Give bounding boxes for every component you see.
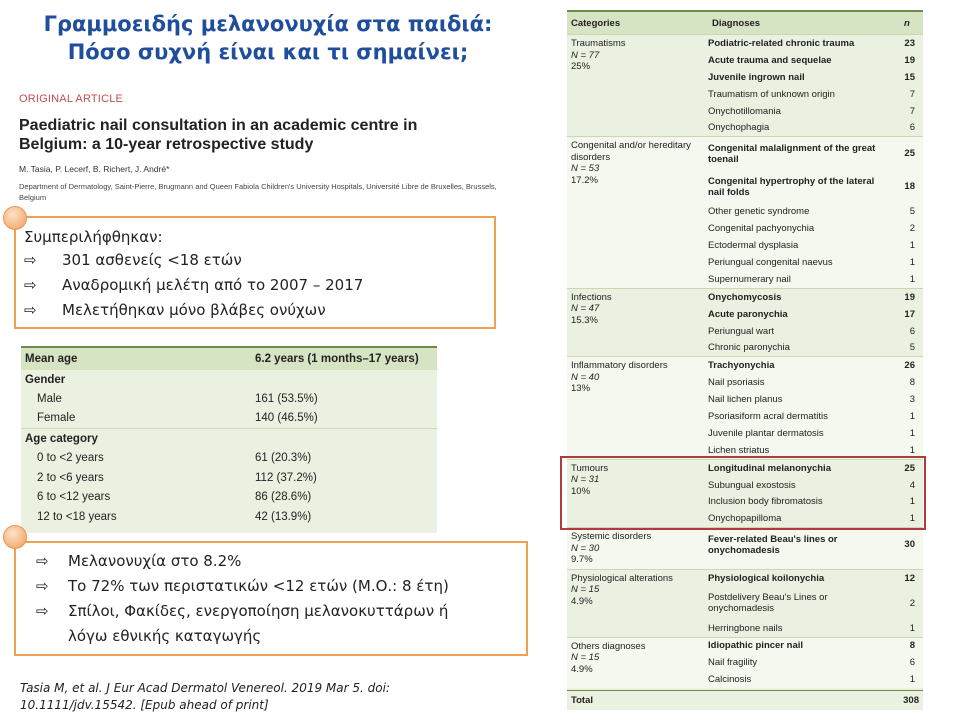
diagnosis-name: Juvenile ingrown nail bbox=[708, 71, 805, 83]
table-row bbox=[21, 488, 437, 508]
category-name: Tumours bbox=[571, 462, 609, 474]
diagnosis-list bbox=[708, 460, 919, 528]
slide-title-line-1: Γραμμοειδής μελανονυχία στα παιδιά: bbox=[43, 12, 493, 36]
table-row bbox=[708, 570, 919, 587]
category-name: Congenital and/or hereditary disorders bbox=[571, 140, 691, 163]
table-row bbox=[708, 528, 919, 561]
callout-bubble-icon bbox=[3, 525, 27, 549]
diagnosis-count: 30 bbox=[904, 539, 915, 551]
diagnosis-list bbox=[708, 570, 919, 637]
category-cell bbox=[567, 357, 708, 458]
demographics-header-row bbox=[21, 346, 437, 370]
diagnosis-name: Postdelivery Beau's Lines or onychomadesis bbox=[708, 592, 828, 615]
diagnosis-count: 26 bbox=[904, 360, 915, 372]
diagnosis-name: Fever-related Beau's lines or onychomadesis bbox=[708, 533, 838, 556]
diagnosis-count: 12 bbox=[904, 572, 915, 584]
age-category-label: Age category bbox=[25, 432, 98, 445]
diagnosis-count: 17 bbox=[904, 308, 915, 320]
table-row bbox=[708, 86, 919, 103]
diagnosis-name: Supernumerary nail bbox=[708, 273, 791, 285]
paper-affiliation: Department of Dermatology, Saint-Pierre, Brugmann and Queen Fabiola Children's University Hospitals, Université Libre de Bruxelles, Brussels, Belgium bbox=[19, 182, 497, 202]
diagnosis-name: Traumatism of unknown origin bbox=[708, 88, 835, 100]
diagnosis-count: 2 bbox=[909, 597, 915, 609]
category-name: Traumatisms bbox=[571, 38, 626, 49]
diagnosis-count: 19 bbox=[904, 54, 915, 66]
category-count: N = 30 bbox=[571, 542, 600, 554]
diagnosis-name: Onychotillomania bbox=[708, 105, 781, 117]
diagnosis-count: 25 bbox=[904, 148, 915, 160]
diagnosis-name: Subungual exostosis bbox=[708, 479, 796, 491]
inclusion-item bbox=[24, 248, 494, 273]
finding-item-text: Σπίλοι, Φακίδες, ενεργοποίηση μελανοκυττάρων ή bbox=[68, 602, 449, 620]
diagnosis-name: Nail fragility bbox=[708, 657, 758, 669]
age-row-label: 0 to <2 years bbox=[37, 452, 104, 465]
diagnosis-count: 5 bbox=[909, 342, 915, 354]
diagnosis-count: 1 bbox=[909, 427, 915, 439]
table-row bbox=[708, 391, 919, 408]
gender-section-label: Gender bbox=[25, 373, 66, 386]
table-row bbox=[708, 477, 919, 494]
category-percent: 25% bbox=[571, 61, 591, 72]
table-row bbox=[708, 510, 919, 527]
diagnosis-name: Congenital hypertrophy of the lateral nail folds bbox=[708, 175, 875, 198]
finding-item bbox=[36, 574, 526, 599]
diagnosis-group bbox=[567, 288, 923, 357]
age-row-label: 6 to <12 years bbox=[37, 491, 111, 504]
diagnosis-count: 1 bbox=[909, 513, 915, 525]
diagnosis-list bbox=[708, 289, 919, 357]
inclusion-heading: Συμπεριλήφθηκαν: bbox=[24, 228, 163, 246]
diagnosis-count: 5 bbox=[909, 206, 915, 218]
diagnosis-count: 7 bbox=[909, 88, 915, 100]
diagnosis-list bbox=[708, 137, 919, 287]
category-cell bbox=[567, 35, 708, 136]
diagnosis-name: Physiological koilonychia bbox=[708, 572, 825, 584]
diagnosis-count: 1 bbox=[909, 240, 915, 252]
diagnosis-count: 2 bbox=[909, 223, 915, 235]
category-count: N = 15 bbox=[571, 584, 600, 596]
diagnosis-count: 4 bbox=[909, 479, 915, 491]
diagnosis-name: Longitudinal melanonychia bbox=[708, 462, 831, 474]
category-count: N = 77 bbox=[571, 49, 600, 61]
table-row bbox=[708, 103, 919, 120]
category-percent: 4.9% bbox=[571, 663, 593, 675]
diagnosis-name: Congenital pachyonychia bbox=[708, 223, 815, 235]
diagnosis-name: Periungual wart bbox=[708, 325, 775, 337]
table-row bbox=[21, 507, 437, 527]
table-row bbox=[708, 119, 919, 136]
table-row bbox=[708, 289, 919, 306]
diagnosis-count: 8 bbox=[909, 377, 915, 389]
category-cell bbox=[567, 460, 708, 528]
table-row bbox=[708, 35, 919, 52]
diagnosis-name: Herringbone nails bbox=[708, 622, 783, 634]
table-row bbox=[708, 587, 919, 620]
callout-bubble-icon bbox=[3, 206, 27, 230]
diagnoses-header: Diagnoses bbox=[712, 17, 761, 29]
diagnosis-group bbox=[567, 136, 923, 287]
inclusion-item-text: Μελετήθηκαν μόνο βλάβες ονύχων bbox=[62, 301, 326, 319]
category-percent: 4.9% bbox=[571, 595, 593, 607]
arrow-icon: ⇨ bbox=[24, 251, 37, 269]
female-value: 140 (46.5%) bbox=[255, 412, 318, 425]
slide-title-line-2: Πόσο συχνή είναι και τι σημαίνει; bbox=[67, 40, 469, 64]
arrow-icon: ⇨ bbox=[24, 276, 37, 294]
diagnosis-name: Congenital malalignment of the great toenail bbox=[708, 142, 876, 165]
arrow-icon: ⇨ bbox=[36, 602, 49, 620]
table-row bbox=[708, 137, 919, 170]
paper-title: Paediatric nail consultation in an academic centre in Belgium: a 10-year retrospective study bbox=[19, 117, 418, 153]
diagnosis-name: Juvenile plantar dermatosis bbox=[708, 427, 824, 439]
finding-item bbox=[36, 599, 526, 624]
table-row bbox=[708, 425, 919, 442]
table-row bbox=[708, 339, 919, 356]
findings-callout bbox=[14, 541, 528, 656]
table-row bbox=[708, 493, 919, 510]
finding-item-text: Μελανονυχία στο 8.2% bbox=[68, 552, 242, 570]
category-percent: 13% bbox=[571, 383, 591, 395]
slide-title bbox=[18, 10, 518, 66]
diagnosis-name: Onychopapilloma bbox=[708, 513, 782, 525]
category-name: Infections bbox=[571, 291, 612, 303]
diagnosis-name: Acute paronychia bbox=[708, 308, 788, 320]
female-label: Female bbox=[37, 412, 76, 425]
diagnoses-body bbox=[567, 34, 923, 688]
age-row-value: 112 (37.2%) bbox=[255, 471, 317, 484]
diagnosis-name: Podiatric-related chronic trauma bbox=[708, 37, 855, 49]
table-row bbox=[708, 52, 919, 69]
table-row bbox=[21, 390, 437, 410]
diagnosis-list bbox=[708, 638, 919, 689]
diagnosis-count: 3 bbox=[909, 394, 915, 406]
category-percent: 15.3% bbox=[571, 314, 598, 326]
category-cell bbox=[567, 638, 708, 689]
table-row bbox=[708, 374, 919, 391]
diagnosis-count: 23 bbox=[904, 37, 915, 49]
demographics-table bbox=[21, 346, 437, 533]
diagnosis-name: Periungual congenital naevus bbox=[708, 256, 833, 268]
diagnosis-name: Nail lichen planus bbox=[708, 394, 783, 406]
table-row bbox=[708, 357, 919, 374]
diagnoses-header-row bbox=[567, 10, 923, 34]
diagnosis-name: Psoriasiform acral dermatitis bbox=[708, 410, 828, 422]
category-percent: 10% bbox=[571, 485, 591, 497]
diagnoses-table bbox=[567, 10, 923, 710]
inclusion-item bbox=[24, 273, 494, 298]
arrow-icon: ⇨ bbox=[24, 301, 37, 319]
table-row bbox=[21, 409, 437, 429]
table-row bbox=[708, 69, 919, 86]
diagnosis-name: Chronic paronychia bbox=[708, 342, 790, 354]
diagnosis-count: 1 bbox=[909, 273, 915, 285]
article-type-label: ORIGINAL ARTICLE bbox=[19, 93, 124, 105]
diagnosis-count: 6 bbox=[909, 122, 915, 134]
diagnosis-name: Other genetic syndrome bbox=[708, 206, 810, 218]
category-count: N = 15 bbox=[571, 652, 600, 664]
category-name: Systemic disorders bbox=[571, 531, 652, 543]
total-value: 308 bbox=[903, 695, 919, 706]
table-row bbox=[21, 468, 437, 488]
mean-age-label: Mean age bbox=[25, 353, 78, 365]
paper-authors: M. Tasia, P. Lecerf, B. Richert, J. André* bbox=[19, 164, 170, 174]
citation: Tasia M, et al. J Eur Acad Dermatol Venereol. 2019 Mar 5. doi: 10.1111/jdv.15542. [Epub ahead of print] bbox=[20, 681, 390, 712]
diagnosis-group bbox=[567, 527, 923, 569]
diagnosis-count: 18 bbox=[904, 181, 915, 193]
age-row-label: 12 to <18 years bbox=[37, 510, 117, 523]
age-row-value: 61 (20.3%) bbox=[255, 452, 312, 465]
table-row bbox=[21, 448, 437, 468]
category-cell bbox=[567, 289, 708, 357]
category-cell bbox=[567, 137, 708, 287]
diagnosis-count: 25 bbox=[904, 462, 915, 474]
table-row bbox=[708, 237, 919, 254]
age-row-label: 2 to <6 years bbox=[37, 471, 104, 484]
arrow-icon: ⇨ bbox=[36, 577, 49, 595]
diagnosis-count: 7 bbox=[909, 105, 915, 117]
diagnosis-count: 6 bbox=[909, 325, 915, 337]
diagnosis-name: Inclusion body fibromatosis bbox=[708, 496, 823, 508]
diagnosis-count: 19 bbox=[904, 291, 915, 303]
diagnosis-count: 1 bbox=[909, 622, 915, 634]
table-row bbox=[708, 170, 919, 203]
diagnosis-name: Lichen striatus bbox=[708, 444, 770, 456]
age-row-value: 86 (28.6%) bbox=[255, 491, 312, 504]
category-name: Inflammatory disorders bbox=[571, 360, 668, 372]
finding-item-text: Το 72% των περιστατικών <12 ετών (Μ.Ο.: 8 έτη) bbox=[68, 577, 449, 595]
diagnosis-count: 6 bbox=[909, 657, 915, 669]
table-row bbox=[708, 654, 919, 671]
diagnosis-count: 8 bbox=[909, 640, 915, 652]
diagnosis-count: 1 bbox=[909, 256, 915, 268]
table-row bbox=[708, 271, 919, 288]
diagnosis-name: Ectodermal dysplasia bbox=[708, 240, 799, 252]
mean-age-value: 6.2 years (1 months–17 years) bbox=[255, 353, 419, 365]
inclusion-item-text: 301 ασθενείς <18 ετών bbox=[62, 251, 242, 269]
table-row bbox=[708, 442, 919, 459]
diagnosis-list bbox=[708, 357, 919, 458]
category-count: N = 53 bbox=[571, 163, 600, 175]
inclusion-item bbox=[24, 298, 494, 323]
diagnosis-name: Acute trauma and sequelae bbox=[708, 54, 832, 66]
table-row bbox=[708, 408, 919, 425]
category-cell bbox=[567, 570, 708, 637]
category-percent: 9.7% bbox=[571, 554, 593, 566]
table-row bbox=[708, 254, 919, 271]
n-header: n bbox=[904, 17, 910, 29]
diagnosis-name: Nail psoriasis bbox=[708, 377, 765, 389]
category-count: N = 47 bbox=[571, 303, 600, 315]
total-row bbox=[567, 690, 923, 710]
diagnosis-count: 1 bbox=[909, 674, 915, 686]
diagnosis-name: Idiopathic pincer nail bbox=[708, 640, 804, 652]
diagnosis-name: Onychomycosis bbox=[708, 291, 782, 303]
category-name: Physiological alterations bbox=[571, 572, 673, 584]
male-label: Male bbox=[37, 393, 62, 406]
table-row bbox=[21, 370, 437, 390]
diagnosis-name: Onychophagia bbox=[708, 122, 770, 134]
diagnosis-count: 15 bbox=[904, 71, 915, 83]
table-row bbox=[708, 323, 919, 340]
diagnosis-name: Calcinosis bbox=[708, 674, 752, 686]
diagnosis-group bbox=[567, 356, 923, 458]
table-row bbox=[708, 671, 919, 688]
total-label: Total bbox=[571, 695, 593, 706]
table-row bbox=[708, 620, 919, 637]
table-row bbox=[708, 306, 919, 323]
diagnosis-count: 1 bbox=[909, 444, 915, 456]
diagnosis-count: 1 bbox=[909, 496, 915, 508]
diagnosis-list bbox=[708, 528, 919, 569]
diagnosis-group bbox=[567, 34, 923, 136]
arrow-icon: ⇨ bbox=[36, 552, 49, 570]
category-count: N = 31 bbox=[571, 474, 600, 486]
category-name: Others diagnoses bbox=[571, 640, 646, 652]
diagnosis-count: 1 bbox=[909, 410, 915, 422]
male-value: 161 (53.5%) bbox=[255, 393, 318, 406]
table-row bbox=[708, 203, 919, 220]
diagnosis-group bbox=[567, 459, 923, 528]
age-row-value: 42 (13.9%) bbox=[255, 510, 312, 523]
inclusion-callout bbox=[14, 216, 496, 329]
diagnosis-list bbox=[708, 35, 919, 136]
table-row bbox=[21, 429, 437, 449]
category-percent: 17.2% bbox=[571, 174, 598, 186]
category-cell bbox=[567, 528, 708, 569]
table-row bbox=[708, 460, 919, 477]
finding-item bbox=[36, 549, 526, 574]
categories-header: Categories bbox=[571, 17, 621, 29]
diagnosis-group bbox=[567, 637, 923, 689]
finding-item-continuation: λόγω εθνικής καταγωγής bbox=[68, 627, 262, 645]
inclusion-item-text: Αναδρομική μελέτη από το 2007 – 2017 bbox=[62, 276, 364, 294]
table-row bbox=[708, 220, 919, 237]
table-row bbox=[708, 638, 919, 655]
category-count: N = 40 bbox=[571, 371, 600, 383]
diagnosis-name: Trachyonychia bbox=[708, 360, 775, 372]
diagnosis-group bbox=[567, 569, 923, 637]
